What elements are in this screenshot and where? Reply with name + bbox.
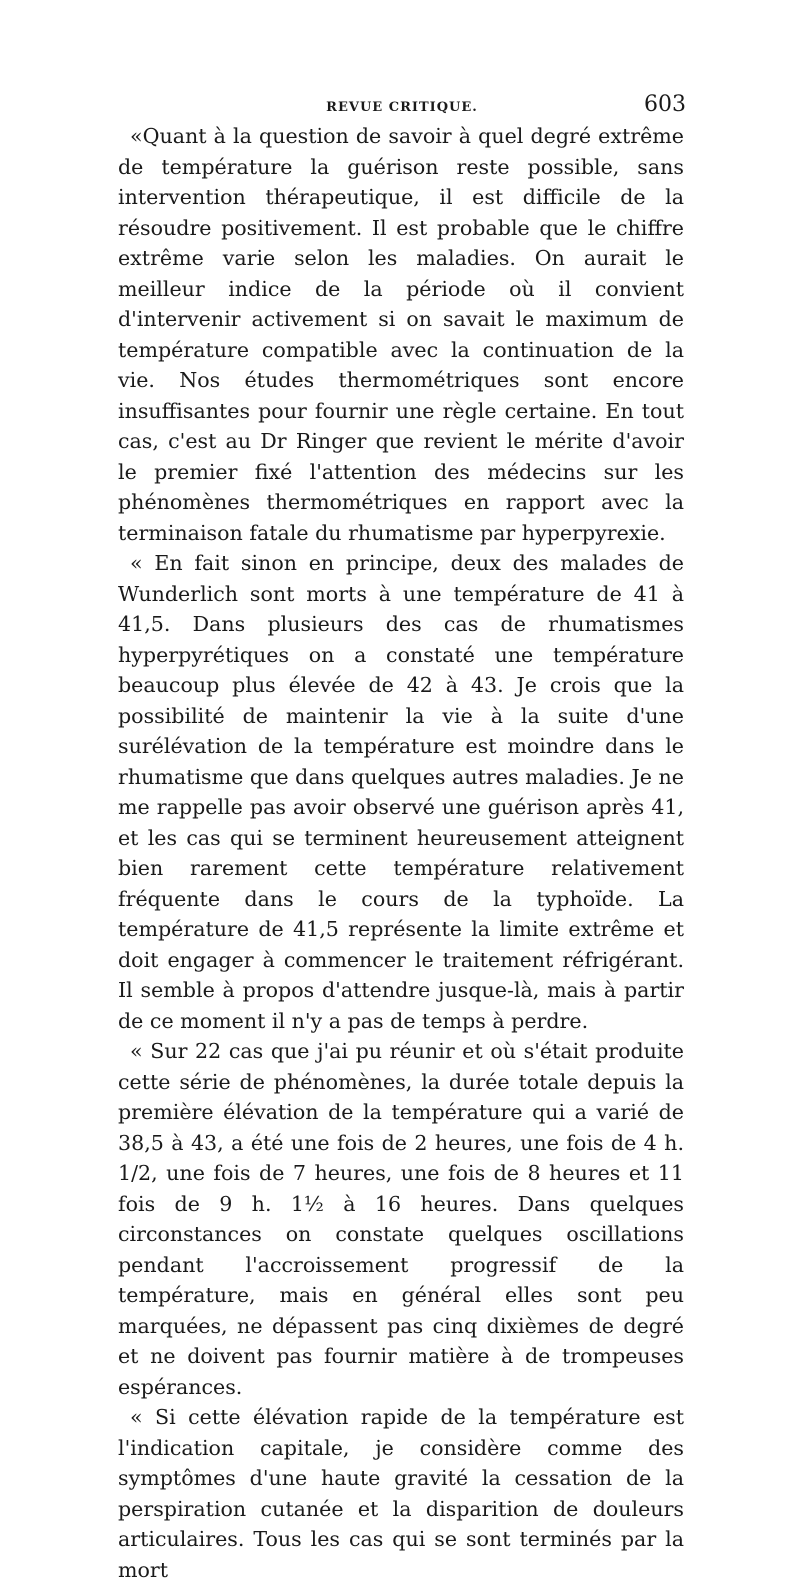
paragraph: « Sur 22 cas que j'ai pu réunir et où s'était produite cette série de phénomènes, la durée totale depuis la première élévation de la température qui a varié de 38,5 à 43, a été une fois de 2 heures, une fois de 4 h. 1/2, une fois de 7 heures, une fois de 8 heures et 11 fois de 9 h. 1½ à 16 heures. Dans quelques circonstances on constate quelques oscillations pendant l'accroissement progressif de la température, mais en général elles sont peu marquées, ne dépassent pas cinq dixièmes de degré et ne doivent pas fournir matière à de trompeuses espérances. bbox=[118, 1039, 684, 1399]
page-header bbox=[118, 92, 686, 120]
body-text bbox=[118, 121, 684, 1585]
page-number: 603 bbox=[644, 92, 686, 117]
running-head: REVUE CRITIQUE. bbox=[326, 100, 478, 115]
paragraph: «Quant à la question de savoir à quel degré extrême de température la guérison reste possible, sans intervention thérapeutique, il est difficile de la résoudre positivement. Il est probable que le chiffre extrême varie selon les maladies. On aurait le meilleur indice de la période où il convient d'intervenir activement si on savait le maximum de température compatible avec la continuation de la vie. Nos études thermométriques sont encore insuffisantes pour fournir une règle certaine. En tout cas, c'est au Dr Ringer que revient le mérite d'avoir le premier fixé l'attention des médecins sur les phénomènes thermométriques en rapport avec la terminaison fatale du rhumatisme par hyperpyrexie. bbox=[118, 124, 684, 545]
paragraph: « En fait sinon en principe, deux des malades de Wunderlich sont morts à une température de 41 à 41,5. Dans plusieurs des cas de rhumatismes hyperpyrétiques on a constaté une température beaucoup plus élevée de 42 à 43. Je crois que la possibilité de maintenir la vie à la suite d'une surélévation de la température est moindre dans le rhumatisme que dans quelques autres maladies. Je ne me rappelle pas avoir observé une guérison après 41, et les cas qui se terminent heureusement atteignent bien rarement cette température relativement fréquente dans le cours de la typhoïde. La température de 41,5 représente la limite extrême et doit engager à commencer le traitement réfrigérant. Il semble à propos d'attendre jusque-là, mais à partir de ce moment il n'y a pas de temps à perdre. bbox=[118, 551, 684, 1033]
paragraph: « Si cette élévation rapide de la température est l'indication capitale, je considère comme des symptômes d'une haute gravité la cessation de la perspiration cutanée et la disparition de douleurs articulaires. Tous les cas qui se sont terminés par la mort bbox=[118, 1405, 684, 1582]
